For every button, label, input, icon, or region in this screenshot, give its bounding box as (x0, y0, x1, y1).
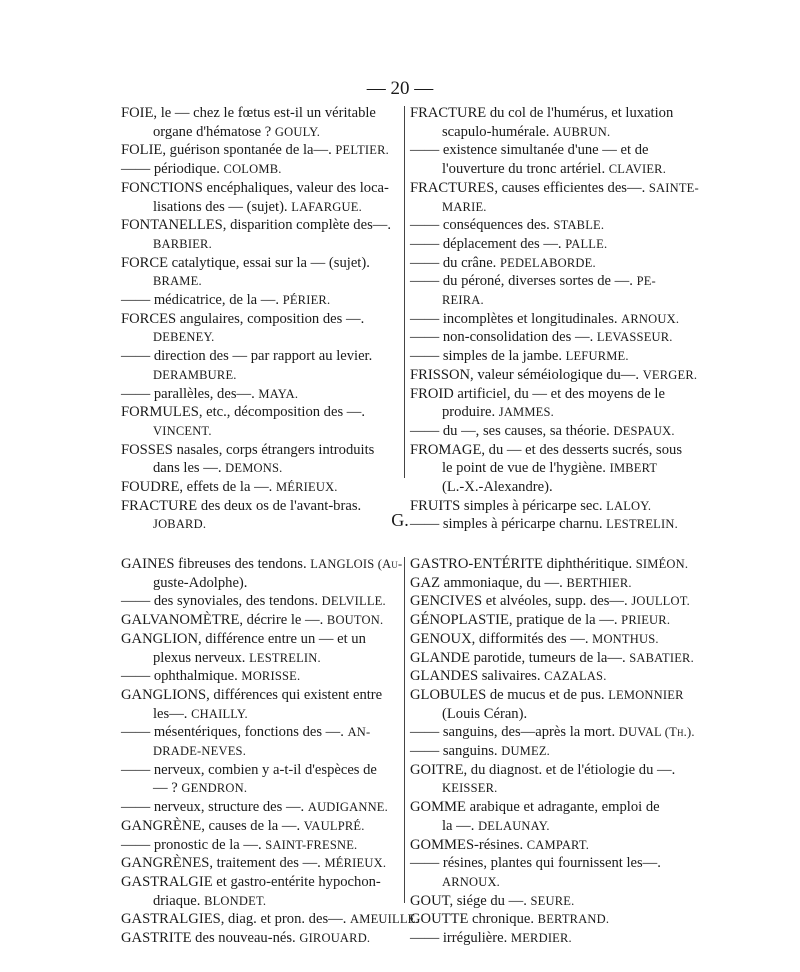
index-entry (121, 291, 401, 310)
entry-text: —— pronostic de la —. (121, 836, 266, 853)
author-name: LEVASSEUR. (596, 330, 673, 345)
entry-text: FONCTIONS encéphaliques, valeur des loca- (121, 179, 389, 196)
author-name: JOULLOT. (631, 594, 690, 609)
author-name: PALLE. (565, 236, 608, 251)
entry-text: FONTANELLES, disparition complète des—. (121, 217, 391, 234)
author-name: SAINT-FRESNE. (265, 837, 358, 852)
author-name: AMEUILLE. (350, 912, 419, 927)
author-name: DRADE-NEVES. (153, 744, 247, 759)
entry-text: GANGRÈNES, traitement des —. (121, 855, 325, 872)
entry-text: plexus nerveux. (153, 649, 250, 666)
entry-text: FROMAGE, du — et des desserts sucrés, sous (410, 441, 682, 458)
entry-text: GÉNOPLASTIE, pratique de la —. (410, 612, 622, 629)
entry-text: driaque. (153, 892, 205, 909)
index-entry (410, 686, 682, 723)
index-entry-line (410, 873, 682, 892)
entry-text: GALVANOMÈTRE, décrire le —. (121, 612, 327, 629)
entry-text: —— mésentériques, fonctions des —. (121, 724, 348, 741)
entry-text: GAZ ammoniaque, du —. (410, 574, 567, 591)
index-entry (121, 310, 401, 347)
index-entry-line (410, 742, 682, 761)
entry-text: FRACTURES, causes efficientes des—. (410, 179, 649, 196)
index-entry (121, 104, 401, 141)
entry-text: GASTRO-ENTÉRITE diphthéritique. (410, 556, 636, 572)
index-entry-line (410, 179, 699, 198)
index-entry (410, 630, 682, 649)
index-entry-line (410, 478, 682, 497)
index-entry-line (410, 592, 690, 611)
author-name: PEDELABORDE. (499, 255, 596, 270)
entry-text: —— parallèles, des—. (121, 385, 259, 402)
author-name: GOULY. (274, 124, 321, 139)
entry-text: —— du —, ses causes, sa théorie. (410, 422, 614, 439)
index-column-f-right (410, 104, 699, 534)
index-entry (410, 385, 682, 422)
index-entry (410, 422, 682, 441)
index-entry-line (410, 929, 682, 948)
author-name: CHAILLY. (191, 706, 248, 721)
index-entry (121, 667, 401, 686)
index-entry-line (410, 441, 682, 460)
author-name: ARNOUX. (621, 311, 680, 326)
index-entry-line (410, 347, 682, 366)
index-entry (121, 385, 401, 404)
index-entry-line (410, 141, 682, 160)
index-entry (121, 761, 401, 798)
index-entry (410, 441, 682, 497)
index-entry-line (121, 836, 401, 855)
index-entry-line (121, 385, 401, 404)
index-entry-line (410, 667, 682, 686)
author-name: DUMEZ. (501, 744, 550, 759)
entry-text: GLANDE parotide, tumeurs de la—. (410, 649, 630, 666)
entry-text: —— incomplètes et longitudinales. (410, 310, 622, 327)
entry-text: produire. (442, 404, 499, 421)
entry-text: le point de vue de l'hygiène. (442, 460, 610, 477)
entry-text: —— du crâne. (410, 254, 500, 271)
index-entry-line (410, 779, 682, 798)
index-column-g-left (121, 555, 419, 948)
index-entry-line (410, 160, 682, 179)
index-entry (121, 686, 401, 723)
entry-text: —— périodique. (121, 161, 224, 178)
author-name: VERGER. (642, 367, 698, 382)
entry-text: —— nerveux, combien y a-t-il d'espèces de (121, 761, 377, 778)
author-name: BLONDET. (204, 893, 267, 908)
author-name: LEMONNIER (608, 687, 684, 702)
index-entry-line (410, 216, 682, 235)
entry-text: organe d'hématose ? (153, 123, 275, 140)
author-name: LALOY. (606, 498, 652, 513)
author-name: SIMÉON. (635, 557, 689, 571)
index-entry-line (121, 160, 401, 179)
index-entry (410, 892, 682, 911)
author-name: LESTRELIN. (249, 650, 321, 665)
index-entry-line (410, 723, 695, 742)
index-entry-line (410, 910, 682, 929)
index-entry-line (121, 686, 401, 705)
entry-text: lisations des — (sujet). (153, 198, 292, 215)
entry-text: GOUTTE chronique. (410, 911, 538, 928)
index-entry-line (121, 328, 401, 347)
index-entry-line (121, 235, 401, 254)
index-entry-line (410, 403, 682, 422)
entry-text: —— non-consolidation des —. (410, 329, 597, 346)
entry-text: scapulo-humérale. (442, 123, 554, 140)
author-name: JOBARD. (153, 517, 207, 532)
entry-text: —— irrégulière. (410, 930, 511, 947)
author-name: LESTRELIN. (606, 517, 678, 532)
index-entry (121, 910, 419, 929)
index-entry-line (410, 104, 682, 123)
author-name: STABLE. (553, 218, 605, 233)
index-entry-line (410, 272, 682, 291)
entry-text: GLANDES salivaires. (410, 668, 545, 685)
index-entry (121, 854, 401, 873)
index-entry-line (121, 555, 401, 574)
author-name: PÉRIER. (282, 293, 331, 308)
entry-text: —— du péroné, diverses sortes de —. (410, 273, 637, 290)
index-entry (121, 630, 401, 667)
entry-text: GENCIVES et alvéoles, supp. des—. (410, 593, 632, 610)
entry-text: —— sanguins, des—après la mort. (410, 724, 619, 741)
author-name: AUBRUN. (553, 124, 611, 139)
entry-text: —— ophthalmique. (121, 668, 242, 685)
index-entry (121, 179, 401, 216)
author-name: DEMONS. (225, 461, 283, 476)
author-name: KEISSER. (442, 781, 498, 796)
page-number: — 20 — (366, 78, 434, 99)
index-entry-line (121, 104, 401, 123)
entry-text: l'ouverture du tronc artériel. (442, 161, 609, 178)
index-entry (410, 798, 682, 835)
index-entry-line (121, 723, 401, 742)
index-entry-line (121, 761, 401, 780)
index-entry (121, 592, 401, 611)
index-entry (410, 366, 698, 385)
entry-text: GANGLIONS, différences qui existent entre (121, 686, 383, 703)
index-column-g-right (410, 555, 695, 948)
entry-text: FOLIE, guérison spontanée de la—. (121, 142, 336, 159)
entry-text: GENOUX, difformités des —. (410, 630, 593, 647)
entry-text: FORCE catalytique, essai sur la — (sujet). (121, 254, 370, 271)
entry-text: FRISSON, valeur séméiologique du—. (410, 366, 643, 383)
index-entry-line (410, 574, 682, 593)
author-name: JAMMES. (498, 405, 554, 420)
entry-text: FRACTURE des deux os de l'avant-bras. (121, 497, 362, 514)
index-entry-line (121, 403, 401, 422)
index-entry (410, 592, 690, 611)
entry-text: GOMME arabique et adragante, emploi de (410, 799, 660, 816)
entry-text: GASTRALGIES, diag. et pron. des—. (121, 911, 351, 928)
index-entry-line (121, 667, 401, 686)
index-entry-line (410, 385, 682, 404)
column-divider-bottom (404, 557, 405, 903)
index-entry-line (410, 422, 682, 441)
author-name: ARNOUX. (442, 874, 500, 889)
index-entry-line (410, 630, 682, 649)
author-name: VAULPRÉ. (303, 818, 365, 833)
index-entry (410, 574, 682, 593)
index-entry (410, 611, 682, 630)
index-entry-line (410, 555, 689, 574)
index-entry (410, 347, 682, 366)
index-entry-line (121, 611, 401, 630)
index-entry (410, 310, 682, 329)
index-entry-line (121, 892, 401, 911)
index-entry (410, 742, 682, 761)
entry-text: —— médicatrice, de la —. (121, 292, 283, 309)
index-entry-line (121, 366, 401, 385)
index-entry (121, 160, 401, 179)
index-entry-line (410, 459, 682, 478)
index-entry-line (410, 291, 682, 310)
index-entry (410, 216, 682, 235)
index-entry (121, 478, 401, 497)
index-entry-line (121, 798, 401, 817)
index-entry (121, 347, 401, 384)
author-name: PE- (636, 274, 656, 289)
index-entry-line (410, 310, 682, 329)
index-entry (121, 929, 401, 948)
index-entry (410, 328, 682, 347)
column-divider-top (404, 106, 405, 478)
index-entry-line (410, 366, 698, 385)
index-entry (121, 817, 401, 836)
author-name: SABATIER. (629, 650, 694, 665)
author-name: AN- (347, 725, 371, 740)
author-name: LAFARGUE. (291, 199, 362, 214)
index-entry (410, 649, 694, 668)
index-entry-line (410, 611, 682, 630)
index-entry-line (410, 254, 682, 273)
entry-text: FRACTURE du col de l'humérus, et luxation (410, 105, 674, 121)
author-name: BOUTON. (326, 613, 384, 628)
author-name: VINCENT. (153, 423, 212, 438)
entry-text: GOMMES-résines. (410, 836, 527, 853)
index-entry-line (410, 761, 682, 780)
entry-text: —— des synoviales, des tendons. (121, 593, 322, 610)
author-name: DELVILLE. (321, 594, 386, 609)
author-name: CAZALAS. (544, 669, 607, 684)
entry-text: —— nerveux, structure des —. (121, 799, 308, 816)
entry-text: FORCES angulaires, composition des —. (121, 310, 365, 327)
author-name: MORISSE. (241, 669, 301, 684)
author-name: DUVAL (Th.). (618, 725, 695, 740)
entry-text: FROID artificiel, du — et des moyens de le (410, 385, 665, 402)
entry-text: dans les —. (153, 460, 226, 477)
author-name: MÉRIEUX. (275, 480, 338, 495)
author-name: REIRA. (442, 293, 484, 308)
author-name: LEFURME. (565, 349, 629, 364)
index-entry-line (121, 310, 401, 329)
entry-text: FOSSES nasales, corps étrangers introduits (121, 441, 375, 458)
entry-text: FOUDRE, effets de la —. (121, 479, 276, 496)
entry-text: —— simples de la jambe. (410, 348, 566, 365)
author-name: MÉRIEUX. (324, 856, 387, 871)
index-entry-line (121, 705, 401, 724)
entry-text: guste-Adolphe). (153, 574, 248, 591)
index-entry-line (121, 141, 401, 160)
index-entry-line (121, 779, 401, 798)
index-entry-line (121, 592, 401, 611)
index-entry-line (121, 123, 401, 142)
author-name: GIROUARD. (299, 931, 371, 946)
index-entry-line (121, 873, 401, 892)
index-entry (410, 179, 699, 216)
index-entry (410, 854, 682, 891)
section-letter: G. (391, 510, 409, 530)
index-entry-line (121, 422, 401, 441)
index-column-f-left (121, 104, 401, 534)
entry-text: —— déplacement des —. (410, 235, 566, 252)
index-entry-line (410, 705, 682, 724)
author-name: DESPAUX. (613, 423, 675, 438)
author-name: COLOMB. (223, 162, 282, 177)
index-entry (410, 667, 682, 686)
index-entry-line (121, 630, 401, 649)
author-name: BERTHIER. (566, 575, 632, 590)
author-name: DEBENEY. (153, 330, 215, 345)
author-name: BRAME. (153, 274, 202, 289)
index-entry-line (121, 817, 401, 836)
index-entry (410, 555, 689, 574)
index-entry-line (121, 272, 401, 291)
author-name: BARBIER. (153, 236, 212, 251)
entry-text: la —. (442, 817, 479, 834)
index-entry-line (121, 854, 401, 873)
index-entry-line (410, 817, 682, 836)
index-entry-line (410, 836, 682, 855)
index-entry (121, 441, 401, 478)
index-entry (121, 723, 401, 760)
index-entry (410, 761, 682, 798)
index-entry (121, 403, 401, 440)
author-name: PELTIER. (335, 143, 389, 158)
entry-text: GANGRÈNE, causes de la —. (121, 817, 304, 834)
index-entry-line (410, 328, 682, 347)
index-entry (121, 555, 401, 592)
entry-text: —— simples à péricarpe charnu. (410, 516, 607, 533)
entry-text: —— sanguins. (410, 743, 502, 760)
author-name: MONTHUS. (592, 631, 659, 646)
author-name: CAMPART. (526, 837, 590, 852)
entry-text: —— existence simultanée d'une — et de (410, 142, 649, 159)
index-entry-line (410, 198, 682, 217)
index-entry-line (121, 216, 401, 235)
index-entry (410, 272, 682, 309)
index-entry-line (121, 910, 419, 929)
index-entry (410, 254, 682, 273)
index-entry (410, 836, 682, 855)
index-entry (410, 235, 682, 254)
entry-text: —— conséquences des. (410, 217, 554, 234)
index-entry-line (121, 574, 401, 593)
author-name: GENDRON. (181, 781, 248, 796)
entry-text: GANGLION, différence entre un — et un (121, 630, 366, 647)
author-name: DERAMBURE. (153, 367, 237, 382)
index-entry (410, 723, 695, 742)
index-entry (410, 141, 682, 178)
author-name: CLAVIER. (608, 162, 667, 177)
entry-text: —— direction des — par rapport au levier. (121, 348, 373, 365)
index-entry-line (121, 478, 401, 497)
author-name: AUDIGANNE. (307, 800, 388, 815)
index-entry-line (121, 347, 401, 366)
entry-text: (L.-X.-Alexandre). (442, 479, 553, 496)
entry-text: GAINES fibreuses des tendons. (121, 556, 311, 572)
entry-text: GOITRE, du diagnost. et de l'étiologie du —. (410, 761, 676, 778)
author-name: LANGLOIS (Au- (310, 557, 403, 571)
author-name: MARIE. (442, 199, 487, 214)
index-entry-line (410, 892, 682, 911)
index-entry-line (121, 291, 401, 310)
index-entry-line (410, 686, 682, 705)
index-entry (121, 798, 401, 817)
index-entry (121, 254, 401, 291)
index-entry (410, 104, 682, 141)
index-entry (121, 836, 401, 855)
entry-text: GASTRITE des nouveau-nés. (121, 930, 300, 947)
entry-text: —— résines, plantes qui fournissent les—. (410, 855, 661, 872)
author-name: PRIEUR. (621, 613, 671, 628)
index-entry-line (410, 235, 682, 254)
index-entry-line (121, 179, 401, 198)
author-name: MERDIER. (510, 931, 572, 946)
index-entry-line (121, 459, 401, 478)
index-entry (121, 141, 401, 160)
entry-text: les—. (153, 705, 192, 722)
entry-text: GOUT, siége du —. (410, 892, 531, 909)
author-name: BERTRAND. (537, 912, 610, 927)
index-entry-line (410, 649, 694, 668)
index-entry (121, 873, 401, 910)
index-entry-line (410, 798, 682, 817)
index-entry-line (121, 198, 401, 217)
index-entry-line (121, 254, 401, 273)
author-name: MAYA. (258, 386, 299, 401)
entry-text: FRUITS simples à péricarpe sec. (410, 497, 607, 514)
author-name: SEURE. (530, 893, 575, 908)
index-entry-line (121, 441, 401, 460)
entry-text: — ? (153, 780, 182, 797)
index-entry (410, 929, 682, 948)
author-name: SAINTE- (648, 180, 699, 195)
entry-text: FOIE, le — chez le fœtus est-il un véritable (121, 105, 376, 121)
index-entry-line (121, 649, 401, 668)
index-entry-line (410, 123, 682, 142)
entry-text: (Louis Céran). (442, 705, 528, 722)
author-name: IMBERT (609, 461, 658, 476)
author-name: DELAUNAY. (478, 818, 550, 833)
index-entry-line (121, 929, 401, 948)
entry-text: FORMULES, etc., décomposition des —. (121, 404, 366, 421)
index-entry-line (410, 854, 682, 873)
index-entry-line (121, 742, 401, 761)
index-entry (121, 611, 401, 630)
index-entry (410, 910, 682, 929)
index-entry (121, 216, 401, 253)
entry-text: GASTRALGIE et gastro-entérite hypochon- (121, 873, 381, 890)
entry-text: GLOBULES de mucus et de pus. (410, 686, 609, 703)
